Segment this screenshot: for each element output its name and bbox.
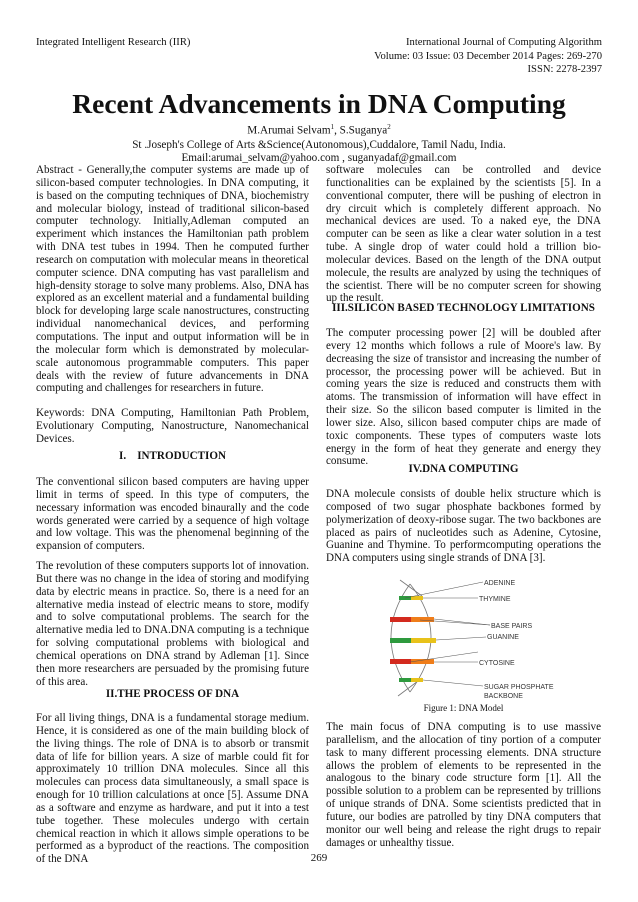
intro-paragraph-2: The revolution of these computers supports lot of innovation. But there was no change in the idea of storing and modifying data by electric means in practice. So, there is a need for an alternative media instead of electric means to store, modify and to solve computational problems. The search for the alternative media led to DNA.DNA computing is a technique for solving computational problems with biological and chemical operations on DNA strand by Adleman [1]. Since then more researchers are persuaded by the promising future of this area. <box>36 560 309 688</box>
author-names <box>0 121 638 139</box>
author-1-sup: 1 <box>330 123 335 131</box>
process-paragraph: For all living things, DNA is a fundamental storage medium. Hence, it is considered as one of the main building block of the living things. The role of DNA is to absorb or transmit data of life for billion years. A size of marble could fit for approximately 10 trillion DNA molecules. Since all this molecules can process data simultaneously, a small space is enough for 10 trillion calculations at once [5]. Assume DNA as a software and enzyme as hardware, and put it into a test tube together. These molecules undergo with certain chemical reaction in which it allows simple operations to be performed as a byproduct of the reactions. The composition of the DNA <box>36 712 309 866</box>
label-cytosine: CYTOSINE <box>479 660 515 667</box>
author-1: M.Arumai Selvam <box>247 124 331 137</box>
journal-issn: ISSN: 2278-2397 <box>527 64 602 75</box>
author-block <box>0 121 638 166</box>
label-sugar-phosphate: SUGAR PHOSPHATE <box>484 684 554 691</box>
figure-caption: Figure 1: DNA Model <box>423 703 504 713</box>
email: Email:arumai_selvam@yahoo.com , suganyadaf@gmail.com <box>181 152 457 165</box>
page-number: 269 <box>310 852 328 864</box>
process-paragraph-continued: software molecules can be controlled and device functionalities can be explained by the scientists [5]. In a conventional computer, there will be pushing of electron in dry circuit which is completely different approach. No mechanical devices are used. To a naked eye, the DNA computer can be seen as like a clear water solution in a test tube. A single drop of water could hold a trillion bio-molecular devices. Based on the length of the DNA output molecule, the results are analyzed by using the techniques of the scientist. There will be no computer screen for showing up the result. <box>326 164 601 305</box>
label-guanine: GUANINE <box>487 634 519 641</box>
author-separator: , <box>334 124 340 137</box>
keywords: Keywords: DNA Computing, Hamiltonian Path Problem, Evolutionary Computing, Nanostructure, Nanomechanical Devices. <box>36 407 309 445</box>
base-pairs <box>390 596 436 682</box>
dna-model-figure <box>390 576 580 702</box>
author-2-sup: 2 <box>387 123 391 131</box>
abstract: Abstract - Generally,the computer systems are made up of silicon-based computer technologies. In DNA computing, it is based on the computing techniques of DNA, biochemistry and molecular biology, instead of traditional silicon-based computer technology. Initially,Adleman computed an experiment which instances the Hamiltonian path problem with DNA test tubes in 1994. Then he computed further research on computation with molecular means in theoretical computer science. DNA computing has vast parallelism and high-density storage to solve many problems. Also, DNA has explored as an excellent material and a fundamental building block for developing large scale nanostructures, constructing individual nanomechanical devices, and performing computations. The input and output information will be in the molecular form which is demonstrated by molecular-scale autonomous programmable computers. This paper deals with the review of future advancements in DNA computing and challenges for researchers in future. <box>36 164 309 395</box>
label-adenine: ADENINE <box>484 580 516 587</box>
heading-dna-computing: IV.DNA COMPUTING <box>408 463 519 475</box>
heading-process-of-dna: II.THE PROCESS OF DNA <box>105 688 240 700</box>
affiliation: St .Joseph's College of Arts &Science(Autonomous),Cuddalore, Tamil Nadu, India. <box>132 138 506 151</box>
heading-introduction: I. INTRODUCTION <box>119 450 226 462</box>
dna-paragraph-2: The main focus of DNA computing is to use massive parallelism, and the allocation of tiny portion of a computer task to many different processing elements. DNA structure allows the problem of elements to be represented in the analogous to the binary code structure form [1]. All the possible solution to a problem can be represented by trillions of unique strands of DNA. Some scientists predicted that in future, our bodies are patrolled by tiny DNA computers that monitor our well being and release the right drugs to repair damages or unhealthy tissue. <box>326 721 601 849</box>
silicon-paragraph: The computer processing power [2] will be doubled after every 12 months which follows a rule of Moore's law. By decreasing the size of transistor and increasing the number of processor, the processing power will be achieved. But in coming years the size is reduced and constructs them with atoms. The transmission of information will have effect in their size. So the silicon based computer is limited in the lower size. Also, silicon based computer chips are made of toxic components. These types of computers waste lots energy in the form of heat they generate and energy they consume. <box>326 327 601 468</box>
heading-silicon-limitations: III.SILICON BASED TECHNOLOGY LIMITATIONS <box>332 302 595 314</box>
running-header-left: Integrated Intelligent Research (IIR) <box>36 37 191 48</box>
label-thymine: THYMINE <box>479 596 511 603</box>
label-backbone: BACKBONE <box>484 693 523 700</box>
paper-title: Recent Advancements in DNA Computing <box>72 88 566 119</box>
dna-paragraph-1: DNA molecule consists of double helix structure which is composed of two sugar phosphate backbones formed by polymerization of deoxy-ribose sugar. The two backbones are placed as pairs of nucleotides such as Adenine, Cytosine, Guanine and Thymine. To performcomputing operations the DNA computers using single strands of DNA [3]. <box>326 488 601 565</box>
journal-name: International Journal of Computing Algorithm <box>406 37 602 48</box>
intro-paragraph-1: The conventional silicon based computers are having upper limit in terms of speed. In this type of computers, the necessary information was encoded binaurally and the code words generated were carried by a sequence of high voltage and low voltage. This was the phenomenal beginning of the expansion of computers. <box>36 476 309 553</box>
label-base-pairs: BASE PAIRS <box>491 623 533 630</box>
author-2: S.Suganya <box>339 124 388 137</box>
running-header-right <box>374 36 602 77</box>
journal-volume: Volume: 03 Issue: 03 December 2014 Pages: 269-270 <box>374 50 602 62</box>
